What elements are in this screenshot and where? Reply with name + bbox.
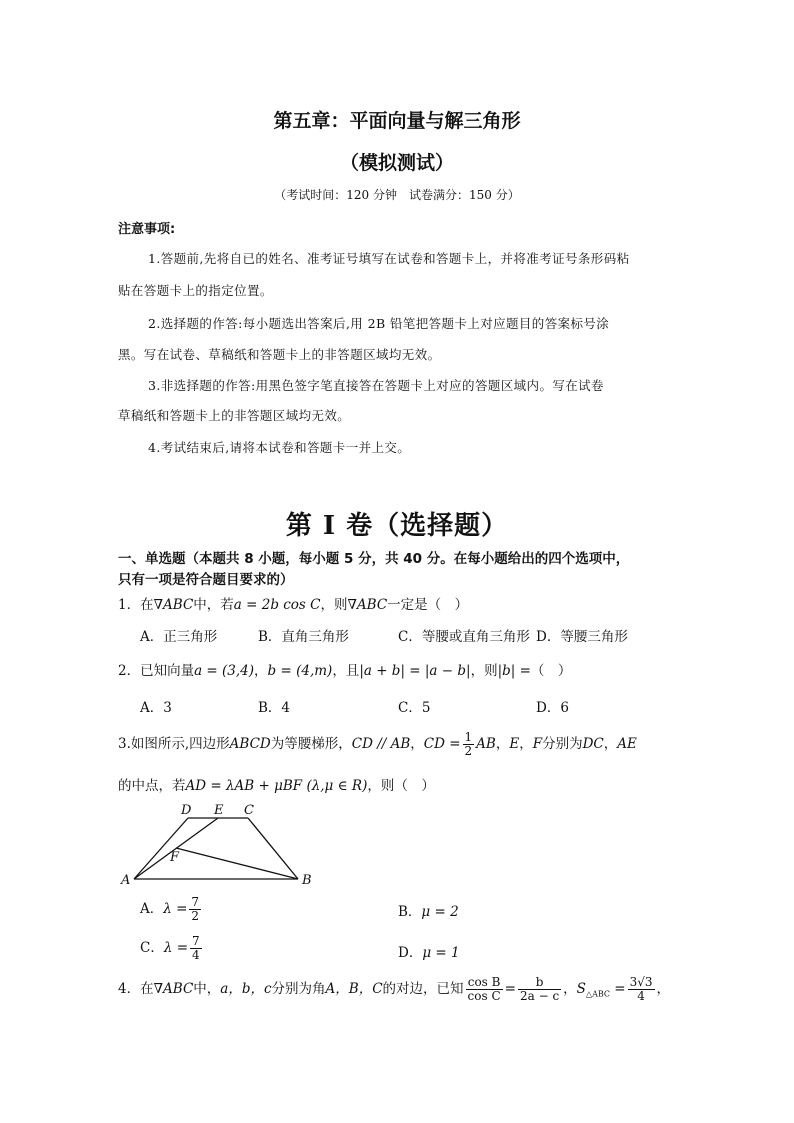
section-desc-line-2: 只有一项是符合题目要求的） — [118, 572, 294, 588]
q2-option-d: D．6 — [536, 700, 569, 716]
section-desc-line-1: 一、单选题（本题共 8 小题，每小题 5 分，共 40 分。在每小题给出的四个选项中， — [118, 551, 630, 567]
segment-fb — [176, 848, 298, 879]
label-c: C — [244, 803, 254, 818]
question-3-line-2 — [118, 774, 435, 794]
q3-abcd: ABCD — [229, 736, 271, 752]
q4-frac-area: $\frac{3√3}{4}$ — [629, 975, 653, 1003]
q3-cd: CD = — [423, 736, 461, 752]
notice-heading: 注意事项: — [118, 222, 176, 237]
q2-text-2: ，则 — [470, 663, 498, 679]
q4-frac-b: $\frac{b}{2a - c}$ — [519, 975, 560, 1003]
label-d: D — [181, 803, 192, 818]
notice-item-4: 4.考试结束后,请将本试卷和答题卡一并上交。 — [148, 440, 411, 455]
part1-title: 第 I 卷（选择题） — [285, 511, 509, 541]
q3-text-4: ，则（ ） — [367, 778, 435, 794]
exam-info: （考试时间：120 分钟 试卷满分：150 分） — [274, 188, 520, 202]
q1-text: 中，若 — [193, 597, 234, 613]
q4-area: S — [576, 981, 586, 997]
label-b: B — [302, 873, 312, 888]
notice-item-3-line-2: 草稿纸和答题卡上的非答题区域均无效。 — [118, 408, 351, 423]
q3-a-eq: λ = — [163, 901, 188, 917]
q3-d-eq: μ = 1 — [422, 945, 460, 961]
q4-vars: a，b，c — [220, 981, 272, 997]
q1-number: 1．在 — [118, 597, 154, 613]
q3-half: $\frac{1}{2}$ — [464, 730, 473, 758]
q3-vector-equation: AD = λAB + μBF (λ,μ ∈ R) — [185, 778, 368, 794]
page-subtitle: （模拟测试） — [339, 152, 454, 174]
q1-option-b: B．直角三角形 — [258, 629, 349, 645]
segment-bc — [248, 818, 298, 879]
q1-option-d: D．等腰三角形 — [536, 629, 628, 645]
notice-item-1-line-1: 1.答题前,先将自已的姓名、准考证号填写在试卷和答题卡上，并将准考证号条形码粘 — [148, 251, 630, 266]
q3-e: E — [509, 736, 520, 752]
q2-text: ，且 — [332, 663, 360, 679]
q3-option-d: D．μ = 1 — [398, 945, 460, 961]
q2-condition: |a + b| = |a − b| — [359, 663, 471, 679]
question-1 — [118, 593, 468, 613]
label-a: A — [121, 873, 131, 888]
notice-item-2-line-1: 2.选择题的作答:每小题选出答案后,用 2B 铅笔把答题卡上对应题目的答案标号涂 — [148, 316, 610, 331]
q2-vector-a: a = (3,4) — [194, 663, 255, 679]
q3-parallel: CD // AB — [351, 736, 411, 752]
q3-text: 3.如图所示,四边形 — [118, 736, 230, 752]
q3-text-2: 为等腰梯形， — [270, 736, 352, 752]
q2-option-b: B．4 — [258, 700, 291, 716]
page-title: 第五章：平面向量与解三角形 — [273, 110, 521, 132]
q2-option-a: A．3 — [140, 700, 172, 716]
notice-item-2-line-2: 黑。写在试卷、草稿纸和答题卡上的非答题区域均无效。 — [118, 347, 441, 362]
q3-dc: DC — [582, 736, 604, 752]
notice-item-3-line-1: 3.非选择题的作答:用黑色签字笔直接答在答题卡上对应的答题区域内。写在试卷 — [148, 378, 604, 393]
question-3-line-1: 3.如图所示,四边形ABCD为等腰梯形，CD // AB，CD = $\frac{1}{2}$ AB，E，F分别为DC，AE — [118, 730, 637, 758]
question-4: 4．在∇ABC中，a，b，c分别为角A，B，C的对边，已知 $\frac{\text{cos B}}{\text{cos C}}$ = $\frac{b}{2a - c}$ ，$S_{\triangle ABC}$ = $\frac{3√3}{4}$ ， — [118, 975, 671, 1003]
q2-number: 2．已知向量 — [118, 663, 195, 679]
q3-option-a: A．λ = $\frac{7}{2}$ — [140, 895, 200, 923]
q2-ask: |b| = — [497, 663, 531, 679]
notice-item-1-line-2: 贴在答题卡上的指定位置。 — [118, 283, 273, 298]
q1-equation: a = 2b cos C — [233, 597, 321, 613]
q1-option-a: A．正三角形 — [140, 629, 218, 645]
q3-b-eq: μ = 2 — [421, 904, 459, 920]
q3-ae: AE — [617, 736, 637, 752]
label-f: F — [170, 850, 180, 865]
q1-triangle: ∇ABC — [153, 597, 194, 613]
q2-paren: （ ） — [530, 663, 572, 679]
q3-option-b: B．μ = 2 — [398, 904, 459, 920]
q4-area-sub: △ABC — [585, 989, 610, 999]
q1-end: 一定是（ ） — [387, 597, 469, 613]
q2-vector-b: b = (4,m) — [267, 663, 333, 679]
q3-f: F — [532, 736, 543, 752]
q3-text-3: 的中点，若 — [118, 778, 186, 794]
q1-text-2: ，则 — [320, 597, 348, 613]
q3-option-c: C．λ = $\frac{7}{4}$ — [140, 934, 200, 962]
trapezoid-figure — [118, 800, 328, 895]
question-2: 2．已知向量a = (3,4)，b = (4,m)，且|a + b| = |a − b|，则|b| =（ ） — [118, 663, 572, 679]
q2-option-c: C．5 — [398, 700, 431, 716]
q3-ab: AB — [476, 736, 496, 752]
q4-angles: A，B，C — [325, 981, 383, 997]
q4-frac-cos: $\frac{\text{cos B}}{\text{cos C}}$ — [467, 975, 501, 1003]
q1-triangle-2: ∇ABC — [347, 597, 388, 613]
q3-c-eq: λ = — [163, 940, 189, 956]
label-e: E — [214, 803, 224, 818]
q1-option-c: C．等腰或直角三角形 — [398, 629, 530, 645]
q4-triangle: ∇ABC — [153, 981, 194, 997]
